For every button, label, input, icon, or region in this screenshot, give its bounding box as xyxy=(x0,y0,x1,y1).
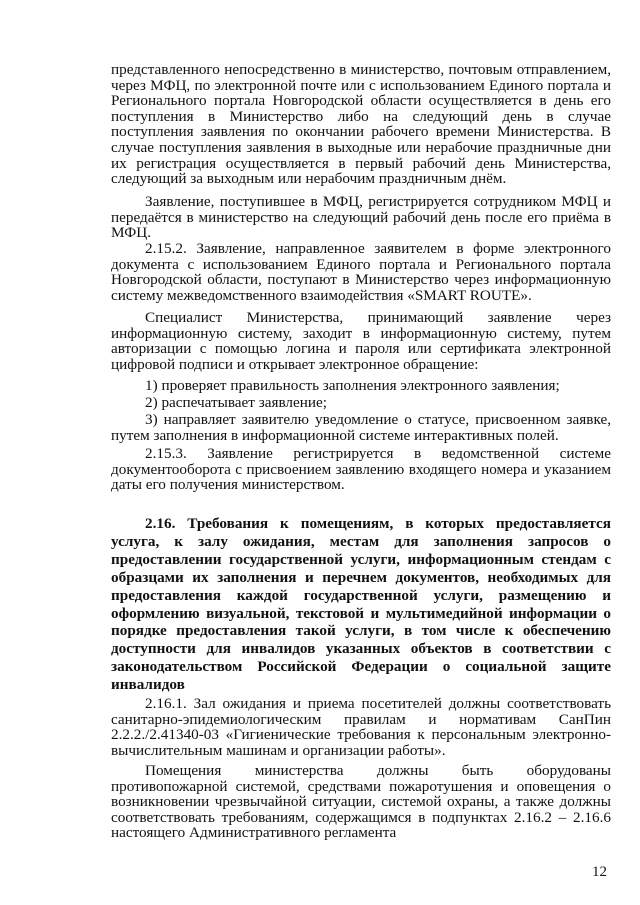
list-item-1: 1) проверяет правильность заполнения электронного заявления; xyxy=(145,377,560,394)
list-item-3: 3) направляет заявителю уведомление о статусе, присвоенном заявке, путем заполнения в информационной системе интерактивных полей. xyxy=(111,411,611,444)
page-number: 12 xyxy=(592,864,607,880)
section-heading-2-16: 2.16. Требования к помещениям, в которых предоставляется услуга, к залу ожидания, местам для заполнения запросов о предоставлении государственной услуги, информационным стендам с образцами их заполнения и перечнем документов, необходимых для предоставления каждой государственной услуги, размещению и оформлению визуальной, текстовой и мультимедийной информации о порядке предоставления такой услуги, в том числе к обеспечению доступности для инвалидов указанных объектов в соответствии с законодательством Российской Федерации о социальной защите инвалидов xyxy=(111,515,611,694)
paragraph-2-16-1: 2.16.1. Зал ожидания и приема посетителей должны соответствовать санитарно-эпидемиологическим правилам и нормативам СанПин 2.2.2./2.41340-03 «Гигиенические требования к персональным электронно-вычислительным машинам и организации работы». xyxy=(111,695,611,759)
paragraph-2-15-2: 2.15.2. Заявление, направленное заявителем в форме электронного документа с использованием Единого портала и Регионального портала Новгородской области, поступают в Министерство через информационную систему межведомственного взаимодействия «SMART ROUTE». xyxy=(111,240,611,304)
paragraph-registration-timing: представленного непосредственно в министерство, почтовым отправлением, через МФЦ, по электронной почте или с использованием Единого портала и Регионального портала Новгородской области осуществляется в день его поступления в Министерство либо на следующий день в случае поступления заявления по окончании рабочего времени Министерства. В случае поступления заявления в выходные или нерабочие праздничные дни их регистрация осуществляется в первый рабочий день Министерства, следующий за выходным или нерабочим праздничным днём. xyxy=(111,61,611,188)
list-item-2: 2) распечатывает заявление; xyxy=(145,394,327,411)
paragraph-2-15-3: 2.15.3. Заявление регистрируется в ведомственной системе документооборота с присвоением заявлению входящего номера и указанием даты его получения министерством. xyxy=(111,445,611,494)
paragraph-specialist: Специалист Министерства, принимающий заявление через информационную систему, заходит в информационную систему, путем авторизации с помощью логина и пароля или сертификата электронной цифровой подписи и открывает электронное обращение: xyxy=(111,309,611,373)
paragraph-mfc-registration: Заявление, поступившее в МФЦ, регистрируется сотрудником МФЦ и передаётся в министерство на следующий рабочий день после его приёма в МФЦ. xyxy=(111,193,611,242)
paragraph-fire-safety: Помещения министерства должны быть оборудованы противопожарной системой, средствами пожаротушения и оповещения о возникновении чрезвычайной ситуации, системой охраны, а также должны соответствовать требованиям, содержащимся в подпунктах 2.16.2 – 2.16.6 настоящего Административного регламента xyxy=(111,762,611,842)
